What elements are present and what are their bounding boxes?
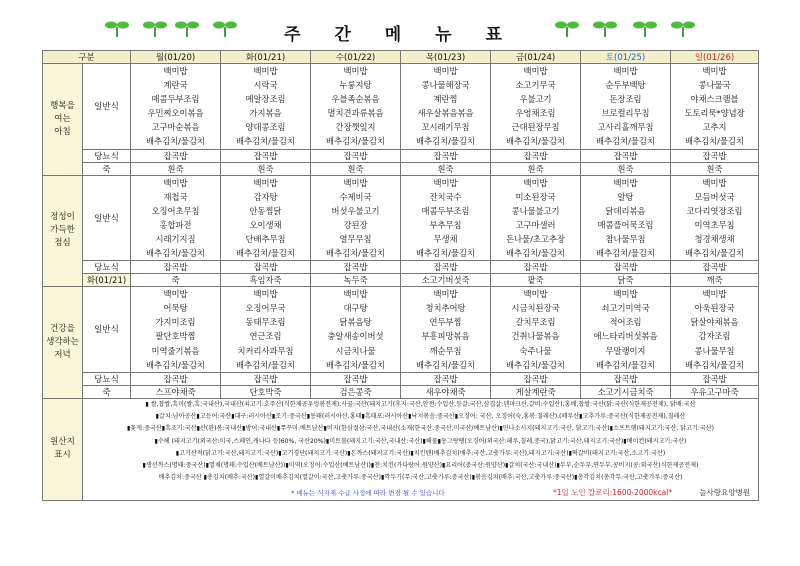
rice-cell: 잡곡밥: [131, 149, 221, 162]
menu-cell: [401, 175, 491, 261]
menu-item: 모듬버섯국: [694, 191, 735, 202]
menu-cell: [131, 64, 221, 150]
menu-cell: [491, 64, 581, 150]
menu-cell: [581, 287, 671, 373]
porridge-cell: 녹두죽: [311, 274, 401, 287]
menu-item: 배추김치/물김치: [146, 136, 205, 147]
page-title: 주 간 메 뉴 표: [284, 25, 516, 45]
menu-item: 갈치무조림: [515, 317, 556, 328]
menu-item: 배추김치/물김치: [685, 359, 744, 370]
menu-item: 고구마순볶음: [151, 122, 200, 133]
menu-item: 백미밥: [523, 289, 548, 300]
menu-item: 미역초무침: [694, 219, 735, 230]
menu-item: 단배추무침: [245, 233, 286, 244]
menu-item: 배추김치/물김치: [596, 136, 655, 147]
menu-item: 백미밥: [253, 66, 278, 76]
menu-item: 배추김치/물김치: [416, 359, 475, 370]
rice-cell: 잡곡밥: [311, 149, 401, 162]
menu-item: 백미밥: [433, 177, 458, 188]
menu-item: 시래기지짐: [155, 233, 196, 244]
porridge-cell: 소고기버섯죽: [401, 274, 491, 287]
menu-item: 배추김치/물김치: [596, 359, 655, 370]
calorie-note: *1일 노인 칼로리:1600-2000kcal*: [553, 487, 673, 497]
diet-type-regular: 일반식: [83, 64, 131, 150]
menu-item: 배추김치/물김치: [506, 359, 565, 370]
menu-item: 꼬시래기무침: [421, 122, 470, 133]
rice-cell: 잡곡밥: [401, 261, 491, 274]
porridge-cell: 흰죽: [311, 162, 401, 175]
diet-type-porridge: 죽: [131, 274, 221, 287]
menu-item: 새우살볶음볶음: [417, 108, 474, 119]
day-header: 수(01/22): [311, 51, 401, 64]
rice-cell: 잡곡밥: [311, 261, 401, 274]
menu-item: 도토리묵*양념장: [684, 108, 745, 119]
meal-section-label: 정성이 가득한 점심: [43, 175, 83, 287]
rice-cell: 잡곡밥: [671, 261, 759, 274]
menu-item: 순두부백탕: [605, 80, 646, 91]
origin-line: ▮수헤 (돼지고기(외국산:미국,스페인,캐나다 등)60%, 국산20%)▮미트볼(돼지고기:국산,국내산:국산)▮해물▮동그랑땡(오징어(외국산:페루,칠레,중국),닭고기:국산,돼지고기:국산)▮베이컨(돼지고기:국산): [154, 437, 687, 445]
diet-type-diabetic: 당뇨식: [83, 261, 131, 274]
menu-item: 배추김치/물김치: [596, 248, 655, 259]
menu-item: 배추김치/물김치: [146, 359, 205, 370]
menu-item: 오징어초무침: [151, 205, 200, 216]
menu-item: 청치추어탕: [425, 303, 466, 314]
footer-line: [83, 486, 758, 500]
menu-cell: [311, 64, 401, 150]
menu-item: 백미밥: [613, 66, 638, 76]
menu-item: 건취나물볶음: [511, 331, 560, 342]
menu-item: 가지미조림: [155, 317, 196, 328]
rice-cell: 잡곡밥: [311, 372, 401, 385]
menu-item: 시금치된장국: [511, 303, 560, 314]
day-header: 월(01/20): [131, 51, 221, 64]
porridge-cell: 흑임자죽: [221, 274, 311, 287]
menu-cell: [671, 64, 759, 150]
porridge-cell: 게살계란죽: [491, 385, 581, 398]
menu-cell: [401, 287, 491, 373]
rice-cell: 잡곡밥: [491, 149, 581, 162]
menu-item: 배추김치/물김치: [236, 359, 295, 370]
sprout-icon: [632, 16, 658, 38]
menu-item: 수제비국: [339, 191, 372, 202]
menu-item: 무말랭이지: [605, 345, 646, 356]
porridge-cell: 흰죽: [401, 162, 491, 175]
origin-line: ▮생선까스(명태:중국산)▮열채(명태:수입산(베트남산))▮미역(오징어:수입산(베트남산))▮전:치킨(가다랑어:원양산)▮요리어(중국산:원양산)▮갈치(국산:국내산)▮두부,순두부,연두부,콩비지(콩:외국산(식한제공전제): [142, 462, 699, 470]
menu-item: 소고기무국: [515, 80, 556, 91]
day-header: 일(01/26): [671, 51, 759, 64]
menu-item: 콩나물무침: [694, 345, 735, 356]
day-header: 화(01/21): [221, 51, 311, 64]
organization-name: 늘사랑요양병원: [699, 487, 750, 497]
menu-item: 숙주나물: [519, 345, 552, 356]
menu-item: 팔단호박찜: [155, 331, 196, 342]
rice-cell: 잡곡밥: [131, 372, 221, 385]
menu-cell: [221, 287, 311, 373]
menu-item: 돈장조림: [609, 94, 642, 105]
menu-item: 매콤두부조림: [151, 94, 200, 105]
porridge-cell: 흰죽: [221, 162, 311, 175]
menu-item: 백미밥: [702, 289, 727, 300]
menu-item: 배추김치/물김치: [416, 136, 475, 147]
diet-type-porridge: 죽: [83, 385, 131, 398]
menu-item: 배추김치/물김치: [236, 248, 295, 259]
menu-item: 계란국: [163, 80, 188, 91]
day-header: 금(01/24): [491, 51, 581, 64]
rice-cell: 잡곡밥: [581, 149, 671, 162]
menu-item: 닭살야채볶음: [690, 317, 739, 328]
menu-cell: [581, 64, 671, 150]
meal-section-label: 행복을 여는 아침: [43, 64, 83, 176]
menu-cell: [131, 175, 221, 261]
porridge-cell: 스프야채죽: [131, 385, 221, 398]
rice-cell: 잡곡밥: [401, 149, 491, 162]
menu-cell: [311, 287, 401, 373]
menu-item: 고사리흘깨무침: [597, 122, 654, 133]
porridge-cell: 깨죽: [671, 274, 759, 287]
rice-cell: 잡곡밥: [671, 149, 759, 162]
menu-item: 대구탕: [343, 303, 368, 314]
menu-item: 메알장조림: [245, 94, 286, 105]
menu-cell: [131, 287, 221, 373]
rice-cell: 잡곡밥: [401, 372, 491, 385]
meal-section-label: 건강을 생각하는 저녁: [43, 287, 83, 399]
menu-item: 무생채: [433, 233, 458, 244]
origin-line: ▮ 쌀,찹쌀,흑미(쌀,흑:국내산),국내산(쇠고기:호주산(식한제공우렁볶전제),사골:국산(돼지고기(후지:국산,안전:수입산,등갈:국산,삼겹살:덴마크산,갈비:수입산),홍배,찹쌀:국산(닭:국산(식한제공전제), 닭배:국산: [145, 400, 696, 408]
origin-info: [83, 398, 759, 500]
menu-item: 배추김치/물김치: [506, 136, 565, 147]
menu-item: 백미밥: [343, 289, 368, 300]
menu-item: 야채스크램블: [690, 94, 739, 105]
menu-item: 배추김치/물김치: [685, 248, 744, 259]
menu-item: 간장깻잎지: [335, 122, 376, 133]
porridge-cell: 단호박죽: [221, 385, 311, 398]
rice-cell: 잡곡밥: [131, 261, 221, 274]
menu-item: 고추지: [702, 122, 727, 133]
menu-item: 계란찜: [433, 94, 458, 105]
menu-cell: [671, 175, 759, 261]
menu-item: 고구마샐러: [515, 219, 556, 230]
menu-item: 백미밥: [163, 177, 188, 188]
rice-cell: 잡곡밥: [491, 261, 581, 274]
porridge-cell: 흰죽: [131, 162, 221, 175]
menu-item: 양대콩조림: [245, 122, 286, 133]
porridge-cell: 소고기시금치죽: [581, 385, 671, 398]
title-row: [0, 12, 800, 52]
menu-item: 매콤두부조림: [421, 205, 470, 216]
menu-item: 백미밥: [343, 177, 368, 188]
menu-item: 아욱된장국: [694, 303, 735, 314]
menu-item: 배추김치/물김치: [326, 248, 385, 259]
menu-item: 백미밥: [253, 289, 278, 300]
menu-cell: [401, 64, 491, 150]
menu-item: 배추김치/물김치: [236, 136, 295, 147]
menu-item: 깨순무침: [429, 345, 462, 356]
menu-item: 부흥피망볶음: [421, 331, 470, 342]
menu-item: 백미밥: [253, 177, 278, 188]
menu-cell: [221, 64, 311, 150]
menu-item: 배추김치/물김치: [416, 248, 475, 259]
sprout-icon: [592, 16, 618, 38]
sprout-icon: [670, 16, 696, 38]
menu-item: 연근조림: [249, 331, 282, 342]
menu-item: 재첩국: [163, 191, 188, 202]
menu-item: 참나물무침: [605, 233, 646, 244]
menu-item: 시금치나물: [335, 345, 376, 356]
menu-item: 적어조림: [609, 317, 642, 328]
menu-item: 백미밥: [613, 289, 638, 300]
menu-item: 콩나물불고기: [511, 205, 560, 216]
porridge-cell: 흰죽: [581, 162, 671, 175]
rice-cell: 잡곡밥: [581, 372, 671, 385]
porridge-cell: 검은콩죽: [311, 385, 401, 398]
menu-item: 누룽지탕: [339, 80, 372, 91]
menu-item: 안동찜닭: [249, 205, 282, 216]
menu-item: 충알새송이버섯: [327, 331, 384, 342]
menu-item: 배추김치/물김치: [506, 248, 565, 259]
diet-type-regular: 일반식: [83, 287, 131, 373]
menu-item: 우민찌오이볶음: [147, 108, 204, 119]
origin-line: ▮고기산적(닭고기:국산,돼지고기:국산)▮고기경단(돼지고기:국산)▮돈까스(돼지고기:국산)▮치킨텐(배추김치(배추:국산,고춧가루:국산),돼지고기:국산)▮떡갈비(돼지고기:국산,소고기:국산): [175, 449, 666, 457]
menu-item: 미역줄기볶음: [151, 345, 200, 356]
diet-type-regular: 일반식: [83, 175, 131, 261]
menu-item: 우엉채조림: [515, 108, 556, 119]
porridge-cell: 팥죽: [491, 274, 581, 287]
menu-item: 가지볶음: [249, 108, 282, 119]
menu-item: 치커리사과무침: [237, 345, 294, 356]
porridge-cell: 우유고구마죽: [671, 385, 759, 398]
menu-item: 애느타리버섯볶음: [593, 331, 658, 342]
section-date-label: 화(01/21): [83, 274, 131, 287]
menu-item: 홍합파전: [159, 219, 192, 230]
menu-item: 브로컬리무침: [601, 108, 650, 119]
menu-change-note: * 메뉴는 식자재 수급 사정에 따라 변경 될 수 있습니다: [291, 488, 445, 497]
menu-item: 청경채생채: [694, 233, 735, 244]
menu-cell: [491, 175, 581, 261]
weekly-menu-table: [42, 50, 759, 501]
origin-line: ▮꽃게:중국산▮흑조기:국산▮산(완)볶:국내산▮방어:국내산▮쭈꾸미:베트남산▮비지(한삼절삼:국산,국내산(소재(한국산,중국산,미국산/베트남산)▮민나소시지(돼지고기:국산, 닭고기:국산)▮소프트햄(돼지고기:국산, 닭고기:국산): [126, 425, 715, 433]
menu-item: 부추무침: [429, 219, 462, 230]
menu-item: 감자조림: [698, 331, 731, 342]
origin-line: ▮갈치:남아공산▮고등어:국산▮대구:러시아산▮조기:중국산▮동태(러시아산,홍태▮흑태포:러시아산▮낙지볶음:중국산▮오징어: 국산, 오징어(숙,홍볶:칠레산),(페루산▮고추가루:중국산(식한제공전제),칠레산: [155, 412, 686, 420]
menu-item: 쇠고기미역국: [601, 303, 650, 314]
menu-item: 어묵탕: [163, 303, 188, 314]
porridge-cell: 흰죽: [491, 162, 581, 175]
menu-item: 매콤플어묵조림: [597, 219, 654, 230]
menu-cell: [671, 287, 759, 373]
porridge-cell: 닭죽: [581, 274, 671, 287]
rice-cell: 잡곡밥: [671, 372, 759, 385]
menu-item: 멸치견과류볶음: [327, 108, 384, 119]
menu-item: 배추김치/물김치: [685, 136, 744, 147]
menu-item: 닭데리볶음: [605, 205, 646, 216]
menu-item: 백미밥: [702, 66, 727, 76]
menu-item: 시락국: [253, 80, 278, 91]
rice-cell: 잡곡밥: [491, 372, 581, 385]
menu-item: 백미밥: [433, 289, 458, 300]
menu-cell: [581, 175, 671, 261]
menu-item: 백미밥: [433, 66, 458, 76]
menu-item: 콩나물국: [698, 80, 731, 91]
menu-cell: [311, 175, 401, 261]
origin-label: 원산지 표시: [43, 398, 83, 500]
menu-item: 배추김치/물김치: [146, 248, 205, 259]
rice-cell: 잡곡밥: [221, 149, 311, 162]
origin-line: 배추김치:중국산 ▮총김치(배추:국산)▮열갈이배추김치(열갈이:국산,고춧가루:중국산)▮깍두기(무:국산,고춧가루:중국산)▮볶음김치(배추:국산,고춧가루:중국산)▮총각김치(총각무:국산,고춧가루:중국산): [158, 474, 683, 482]
diet-type-diabetic: 당뇨식: [83, 149, 131, 162]
menu-item: 우불고기: [519, 94, 552, 105]
diet-type-diabetic: 당뇨식: [83, 372, 131, 385]
menu-item: 오이생채: [249, 219, 282, 230]
category-header: 구분: [43, 51, 131, 64]
menu-item: 백미밥: [702, 177, 727, 188]
menu-item: 강된장: [343, 219, 368, 230]
rice-cell: 잡곡밥: [221, 261, 311, 274]
menu-item: 잔치국수: [429, 191, 462, 202]
menu-item: 백미밥: [523, 66, 548, 76]
menu-item: 연두부찜: [429, 317, 462, 328]
menu-item: 콩나물해장국: [421, 80, 470, 91]
menu-item: 열무무침: [339, 233, 372, 244]
porridge-cell: 흰죽: [671, 162, 759, 175]
menu-item: 코다리엿장조림: [686, 205, 743, 216]
menu-item: 백미밥: [523, 177, 548, 188]
menu-cell: [221, 175, 311, 261]
porridge-cell: 새우야채죽: [401, 385, 491, 398]
day-header: 토(01/25): [581, 51, 671, 64]
menu-item: 우블족순볶음: [331, 94, 380, 105]
menu-item: 감자탕: [253, 191, 278, 202]
menu-item: 버섯우불고기: [331, 205, 380, 216]
menu-item: 배추김치/물김치: [326, 359, 385, 370]
menu-item: 백미밥: [613, 177, 638, 188]
menu-item: 근대된장무침: [511, 122, 560, 133]
rice-cell: 잡곡밥: [221, 372, 311, 385]
menu-item: 알탕: [617, 191, 634, 202]
diet-type-porridge: 죽: [83, 162, 131, 175]
sprout-icon: [554, 16, 580, 38]
menu-item: 백미밥: [343, 66, 368, 76]
menu-item: 미소된장국: [515, 191, 556, 202]
rice-cell: 잡곡밥: [581, 261, 671, 274]
menu-item: 배추김치/물김치: [326, 136, 385, 147]
menu-cell: [491, 287, 581, 373]
day-header: 목(01/23): [401, 51, 491, 64]
menu-item: 백미밥: [163, 289, 188, 300]
menu-item: 동태무조림: [245, 317, 286, 328]
menu-item: 오징어무국: [245, 303, 286, 314]
menu-item: 돈나물/초고추장: [506, 233, 565, 244]
menu-item: 백미밥: [163, 66, 188, 76]
menu-item: 닭볶음탕: [339, 317, 372, 328]
